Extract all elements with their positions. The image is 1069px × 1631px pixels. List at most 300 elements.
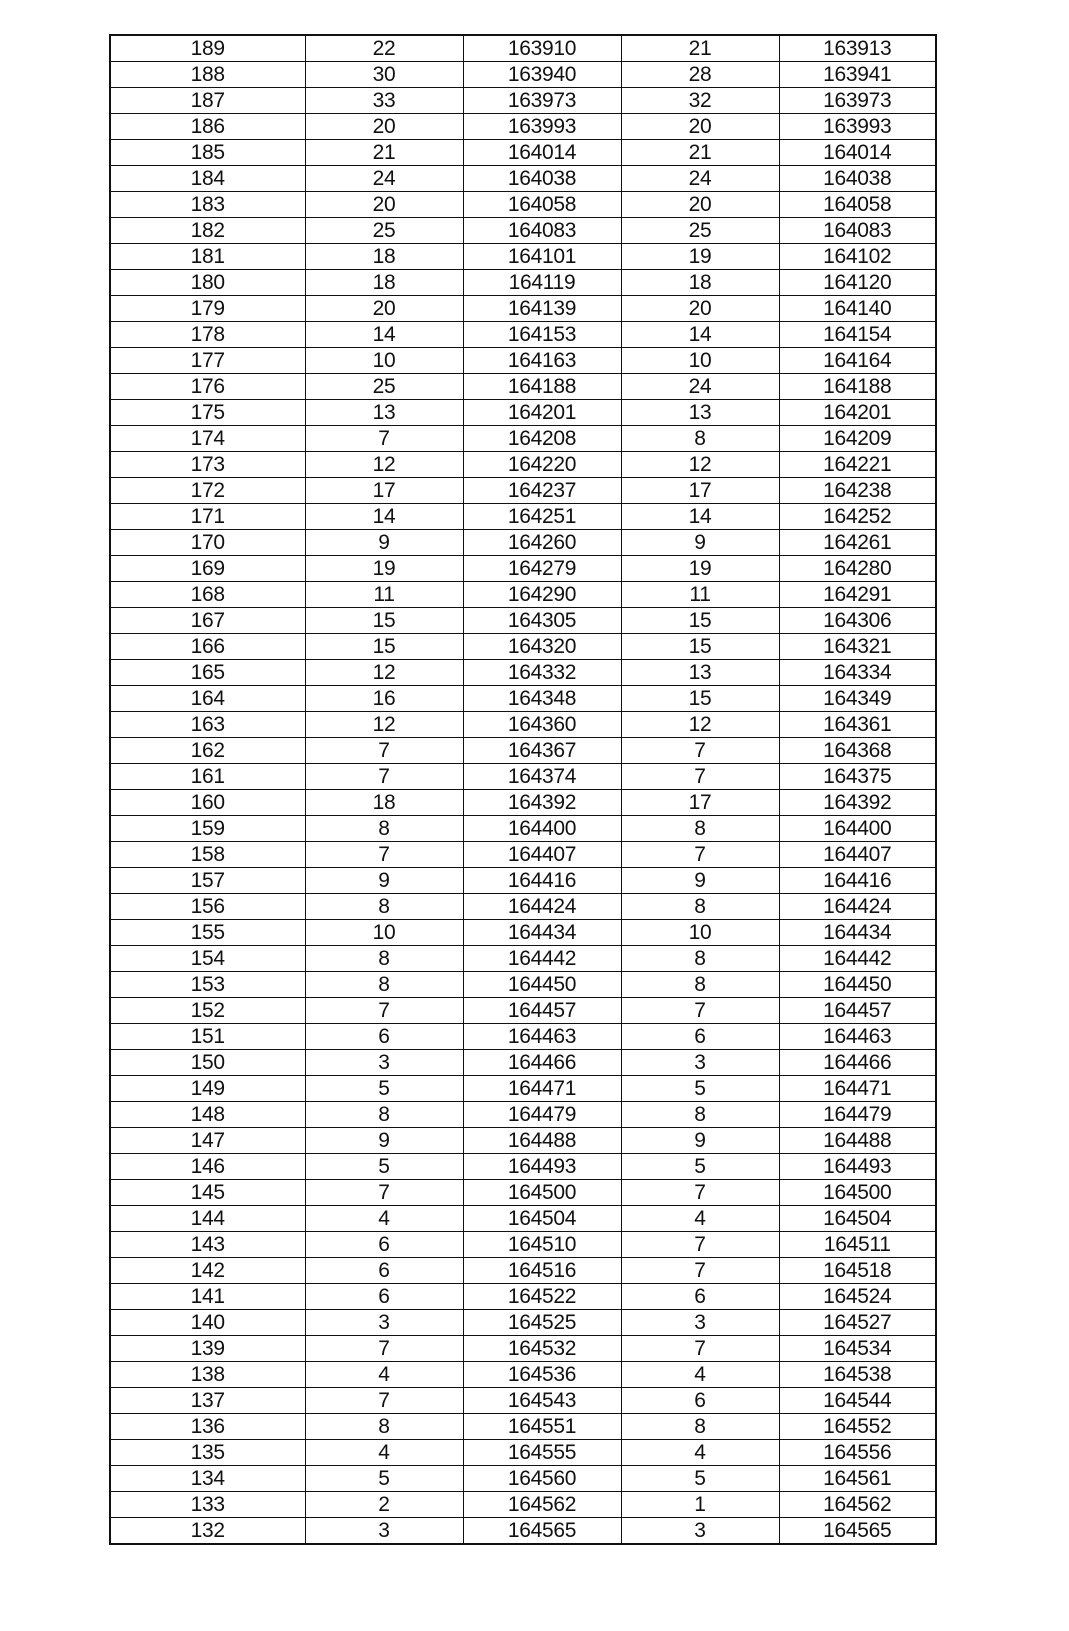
count-b-cell: 21: [621, 140, 779, 166]
count-b-cell: 15: [621, 608, 779, 634]
count-a-cell: 7: [305, 1336, 463, 1362]
count-a-cell: 24: [305, 166, 463, 192]
cumulative-b-cell: 164368: [779, 738, 936, 764]
cumulative-a-cell: 164407: [463, 842, 621, 868]
table-row: [110, 868, 936, 894]
cumulative-a-cell: 164450: [463, 972, 621, 998]
score-cell: 182: [110, 218, 305, 244]
score-cell: 173: [110, 452, 305, 478]
count-a-cell: 3: [305, 1050, 463, 1076]
table-row: [110, 530, 936, 556]
cumulative-a-cell: 164457: [463, 998, 621, 1024]
score-cell: 171: [110, 504, 305, 530]
count-a-cell: 2: [305, 1492, 463, 1518]
score-cell: 146: [110, 1154, 305, 1180]
count-a-cell: 4: [305, 1440, 463, 1466]
score-cell: 132: [110, 1518, 305, 1545]
score-cell: 189: [110, 35, 305, 62]
count-b-cell: 5: [621, 1076, 779, 1102]
count-a-cell: 7: [305, 1388, 463, 1414]
count-b-cell: 8: [621, 894, 779, 920]
table-row: [110, 348, 936, 374]
count-b-cell: 20: [621, 192, 779, 218]
count-a-cell: 8: [305, 1414, 463, 1440]
cumulative-b-cell: 164538: [779, 1362, 936, 1388]
table-row: [110, 1492, 936, 1518]
score-cell: 166: [110, 634, 305, 660]
cumulative-b-cell: 164280: [779, 556, 936, 582]
score-cell: 158: [110, 842, 305, 868]
score-distribution-table: [109, 34, 937, 1545]
count-b-cell: 9: [621, 530, 779, 556]
cumulative-b-cell: 164038: [779, 166, 936, 192]
count-a-cell: 7: [305, 738, 463, 764]
table-row: [110, 270, 936, 296]
cumulative-b-cell: 164238: [779, 478, 936, 504]
table-row: [110, 426, 936, 452]
cumulative-a-cell: 164367: [463, 738, 621, 764]
table-row: [110, 972, 936, 998]
table-row: [110, 1388, 936, 1414]
count-a-cell: 14: [305, 504, 463, 530]
table-body: [110, 35, 936, 1544]
cumulative-b-cell: 164361: [779, 712, 936, 738]
count-a-cell: 6: [305, 1024, 463, 1050]
cumulative-b-cell: 164534: [779, 1336, 936, 1362]
count-b-cell: 7: [621, 1232, 779, 1258]
score-cell: 168: [110, 582, 305, 608]
score-cell: 187: [110, 88, 305, 114]
cumulative-b-cell: 164261: [779, 530, 936, 556]
count-a-cell: 3: [305, 1518, 463, 1545]
count-b-cell: 25: [621, 218, 779, 244]
count-b-cell: 13: [621, 400, 779, 426]
cumulative-b-cell: 164291: [779, 582, 936, 608]
table-row: [110, 556, 936, 582]
cumulative-a-cell: 164260: [463, 530, 621, 556]
count-b-cell: 9: [621, 1128, 779, 1154]
count-a-cell: 33: [305, 88, 463, 114]
count-a-cell: 12: [305, 712, 463, 738]
count-b-cell: 28: [621, 62, 779, 88]
count-b-cell: 7: [621, 998, 779, 1024]
cumulative-a-cell: 164543: [463, 1388, 621, 1414]
cumulative-a-cell: 164119: [463, 270, 621, 296]
count-b-cell: 13: [621, 660, 779, 686]
score-cell: 185: [110, 140, 305, 166]
cumulative-b-cell: 164154: [779, 322, 936, 348]
table-row: [110, 218, 936, 244]
score-cell: 135: [110, 1440, 305, 1466]
count-b-cell: 8: [621, 1102, 779, 1128]
count-a-cell: 6: [305, 1232, 463, 1258]
cumulative-b-cell: 164416: [779, 868, 936, 894]
cumulative-a-cell: 164442: [463, 946, 621, 972]
count-a-cell: 11: [305, 582, 463, 608]
count-a-cell: 7: [305, 842, 463, 868]
count-b-cell: 10: [621, 920, 779, 946]
table-row: [110, 608, 936, 634]
count-a-cell: 13: [305, 400, 463, 426]
count-a-cell: 4: [305, 1362, 463, 1388]
table-row: [110, 374, 936, 400]
table-row: [110, 1310, 936, 1336]
count-b-cell: 7: [621, 738, 779, 764]
cumulative-a-cell: 163940: [463, 62, 621, 88]
cumulative-b-cell: 164511: [779, 1232, 936, 1258]
table-row: [110, 504, 936, 530]
count-a-cell: 12: [305, 660, 463, 686]
score-cell: 169: [110, 556, 305, 582]
cumulative-a-cell: 164058: [463, 192, 621, 218]
table-row: [110, 1466, 936, 1492]
score-cell: 160: [110, 790, 305, 816]
table-row: [110, 1440, 936, 1466]
count-b-cell: 7: [621, 1258, 779, 1284]
cumulative-b-cell: 164471: [779, 1076, 936, 1102]
count-a-cell: 22: [305, 35, 463, 62]
table-row: [110, 1102, 936, 1128]
cumulative-a-cell: 164083: [463, 218, 621, 244]
cumulative-a-cell: 164466: [463, 1050, 621, 1076]
cumulative-b-cell: 164058: [779, 192, 936, 218]
table-row: [110, 478, 936, 504]
table-row: [110, 452, 936, 478]
score-cell: 137: [110, 1388, 305, 1414]
count-b-cell: 17: [621, 478, 779, 504]
cumulative-b-cell: 164334: [779, 660, 936, 686]
cumulative-b-cell: 164252: [779, 504, 936, 530]
cumulative-b-cell: 164201: [779, 400, 936, 426]
score-cell: 157: [110, 868, 305, 894]
count-b-cell: 4: [621, 1362, 779, 1388]
count-a-cell: 8: [305, 1102, 463, 1128]
count-a-cell: 15: [305, 634, 463, 660]
score-cell: 180: [110, 270, 305, 296]
cumulative-b-cell: 164561: [779, 1466, 936, 1492]
cumulative-a-cell: 164237: [463, 478, 621, 504]
cumulative-a-cell: 164320: [463, 634, 621, 660]
cumulative-a-cell: 164516: [463, 1258, 621, 1284]
score-cell: 161: [110, 764, 305, 790]
table-row: [110, 1518, 936, 1545]
score-cell: 147: [110, 1128, 305, 1154]
count-b-cell: 19: [621, 556, 779, 582]
count-a-cell: 7: [305, 426, 463, 452]
count-a-cell: 7: [305, 998, 463, 1024]
count-a-cell: 20: [305, 192, 463, 218]
table-row: [110, 738, 936, 764]
cumulative-b-cell: 164463: [779, 1024, 936, 1050]
score-cell: 155: [110, 920, 305, 946]
cumulative-a-cell: 164038: [463, 166, 621, 192]
table-row: [110, 998, 936, 1024]
count-b-cell: 20: [621, 296, 779, 322]
cumulative-a-cell: 164565: [463, 1518, 621, 1545]
cumulative-b-cell: 164083: [779, 218, 936, 244]
count-b-cell: 14: [621, 322, 779, 348]
cumulative-b-cell: 164392: [779, 790, 936, 816]
cumulative-a-cell: 164400: [463, 816, 621, 842]
cumulative-b-cell: 164102: [779, 244, 936, 270]
score-cell: 133: [110, 1492, 305, 1518]
cumulative-a-cell: 164014: [463, 140, 621, 166]
count-a-cell: 10: [305, 348, 463, 374]
score-cell: 178: [110, 322, 305, 348]
table-row: [110, 88, 936, 114]
table-row: [110, 1362, 936, 1388]
score-cell: 142: [110, 1258, 305, 1284]
score-cell: 174: [110, 426, 305, 452]
count-b-cell: 8: [621, 972, 779, 998]
cumulative-b-cell: 164321: [779, 634, 936, 660]
cumulative-a-cell: 164471: [463, 1076, 621, 1102]
count-b-cell: 18: [621, 270, 779, 296]
table-row: [110, 1024, 936, 1050]
count-a-cell: 6: [305, 1258, 463, 1284]
score-cell: 181: [110, 244, 305, 270]
cumulative-b-cell: 164479: [779, 1102, 936, 1128]
count-a-cell: 4: [305, 1206, 463, 1232]
cumulative-a-cell: 164220: [463, 452, 621, 478]
cumulative-b-cell: 164209: [779, 426, 936, 452]
count-b-cell: 20: [621, 114, 779, 140]
count-b-cell: 17: [621, 790, 779, 816]
table-row: [110, 62, 936, 88]
count-b-cell: 4: [621, 1440, 779, 1466]
table-row: [110, 790, 936, 816]
count-a-cell: 18: [305, 790, 463, 816]
cumulative-b-cell: 164164: [779, 348, 936, 374]
count-a-cell: 19: [305, 556, 463, 582]
cumulative-b-cell: 164450: [779, 972, 936, 998]
cumulative-a-cell: 164560: [463, 1466, 621, 1492]
table-row: [110, 920, 936, 946]
table-row: [110, 582, 936, 608]
count-b-cell: 24: [621, 166, 779, 192]
cumulative-b-cell: 164544: [779, 1388, 936, 1414]
cumulative-b-cell: 163993: [779, 114, 936, 140]
count-b-cell: 15: [621, 686, 779, 712]
cumulative-b-cell: 164488: [779, 1128, 936, 1154]
count-b-cell: 7: [621, 842, 779, 868]
cumulative-a-cell: 164279: [463, 556, 621, 582]
score-cell: 156: [110, 894, 305, 920]
cumulative-b-cell: 164565: [779, 1518, 936, 1545]
cumulative-b-cell: 164306: [779, 608, 936, 634]
table-row: [110, 1284, 936, 1310]
cumulative-a-cell: 164504: [463, 1206, 621, 1232]
count-a-cell: 5: [305, 1154, 463, 1180]
score-cell: 186: [110, 114, 305, 140]
cumulative-b-cell: 164466: [779, 1050, 936, 1076]
count-a-cell: 9: [305, 868, 463, 894]
count-b-cell: 8: [621, 426, 779, 452]
count-b-cell: 24: [621, 374, 779, 400]
count-a-cell: 6: [305, 1284, 463, 1310]
cumulative-b-cell: 164524: [779, 1284, 936, 1310]
cumulative-b-cell: 164527: [779, 1310, 936, 1336]
count-b-cell: 4: [621, 1206, 779, 1232]
score-cell: 177: [110, 348, 305, 374]
table-row: [110, 660, 936, 686]
cumulative-b-cell: 164504: [779, 1206, 936, 1232]
cumulative-a-cell: 164374: [463, 764, 621, 790]
table-row: [110, 322, 936, 348]
cumulative-a-cell: 164536: [463, 1362, 621, 1388]
table-row: [110, 816, 936, 842]
cumulative-b-cell: 164014: [779, 140, 936, 166]
score-cell: 143: [110, 1232, 305, 1258]
table-row: [110, 1232, 936, 1258]
count-b-cell: 5: [621, 1466, 779, 1492]
table-row: [110, 686, 936, 712]
cumulative-a-cell: 164416: [463, 868, 621, 894]
count-b-cell: 8: [621, 946, 779, 972]
count-a-cell: 8: [305, 946, 463, 972]
cumulative-b-cell: 164424: [779, 894, 936, 920]
count-a-cell: 20: [305, 296, 463, 322]
score-cell: 136: [110, 1414, 305, 1440]
count-a-cell: 20: [305, 114, 463, 140]
count-b-cell: 6: [621, 1024, 779, 1050]
cumulative-a-cell: 164479: [463, 1102, 621, 1128]
table-row: [110, 1258, 936, 1284]
cumulative-a-cell: 164463: [463, 1024, 621, 1050]
count-b-cell: 21: [621, 35, 779, 62]
cumulative-b-cell: 164221: [779, 452, 936, 478]
cumulative-b-cell: 164562: [779, 1492, 936, 1518]
count-a-cell: 25: [305, 218, 463, 244]
cumulative-a-cell: 164208: [463, 426, 621, 452]
count-a-cell: 14: [305, 322, 463, 348]
table-row: [110, 1050, 936, 1076]
cumulative-a-cell: 164201: [463, 400, 621, 426]
count-a-cell: 21: [305, 140, 463, 166]
score-cell: 162: [110, 738, 305, 764]
cumulative-b-cell: 164552: [779, 1414, 936, 1440]
cumulative-a-cell: 164251: [463, 504, 621, 530]
score-cell: 188: [110, 62, 305, 88]
table-row: [110, 946, 936, 972]
count-a-cell: 12: [305, 452, 463, 478]
count-a-cell: 7: [305, 764, 463, 790]
cumulative-a-cell: 164525: [463, 1310, 621, 1336]
count-b-cell: 7: [621, 1180, 779, 1206]
score-cell: 140: [110, 1310, 305, 1336]
score-cell: 150: [110, 1050, 305, 1076]
count-b-cell: 3: [621, 1050, 779, 1076]
score-cell: 163: [110, 712, 305, 738]
table-row: [110, 1414, 936, 1440]
count-a-cell: 3: [305, 1310, 463, 1336]
score-cell: 176: [110, 374, 305, 400]
score-cell: 179: [110, 296, 305, 322]
score-cell: 159: [110, 816, 305, 842]
count-b-cell: 19: [621, 244, 779, 270]
cumulative-b-cell: 164120: [779, 270, 936, 296]
table-row: [110, 1154, 936, 1180]
score-cell: 153: [110, 972, 305, 998]
table-row: [110, 764, 936, 790]
cumulative-b-cell: 164556: [779, 1440, 936, 1466]
cumulative-a-cell: 164555: [463, 1440, 621, 1466]
table-row: [110, 634, 936, 660]
cumulative-a-cell: 164510: [463, 1232, 621, 1258]
cumulative-a-cell: 164522: [463, 1284, 621, 1310]
count-a-cell: 10: [305, 920, 463, 946]
count-b-cell: 1: [621, 1492, 779, 1518]
cumulative-a-cell: 164493: [463, 1154, 621, 1180]
cumulative-a-cell: 164360: [463, 712, 621, 738]
table-row: [110, 712, 936, 738]
cumulative-a-cell: 163910: [463, 35, 621, 62]
cumulative-b-cell: 164500: [779, 1180, 936, 1206]
score-cell: 145: [110, 1180, 305, 1206]
cumulative-b-cell: 164349: [779, 686, 936, 712]
table-row: [110, 842, 936, 868]
count-a-cell: 18: [305, 244, 463, 270]
cumulative-a-cell: 163973: [463, 88, 621, 114]
score-cell: 148: [110, 1102, 305, 1128]
score-cell: 164: [110, 686, 305, 712]
cumulative-b-cell: 164457: [779, 998, 936, 1024]
table-row: [110, 192, 936, 218]
score-cell: 172: [110, 478, 305, 504]
count-b-cell: 8: [621, 816, 779, 842]
count-a-cell: 5: [305, 1076, 463, 1102]
count-b-cell: 10: [621, 348, 779, 374]
score-cell: 170: [110, 530, 305, 556]
count-a-cell: 17: [305, 478, 463, 504]
cumulative-b-cell: 163973: [779, 88, 936, 114]
table-row: [110, 140, 936, 166]
cumulative-b-cell: 163913: [779, 35, 936, 62]
count-a-cell: 15: [305, 608, 463, 634]
cumulative-b-cell: 164434: [779, 920, 936, 946]
count-a-cell: 8: [305, 816, 463, 842]
count-b-cell: 5: [621, 1154, 779, 1180]
cumulative-a-cell: 164153: [463, 322, 621, 348]
cumulative-a-cell: 164392: [463, 790, 621, 816]
count-a-cell: 7: [305, 1180, 463, 1206]
count-b-cell: 6: [621, 1388, 779, 1414]
table-row: [110, 1206, 936, 1232]
cumulative-a-cell: 164139: [463, 296, 621, 322]
count-b-cell: 3: [621, 1310, 779, 1336]
score-cell: 138: [110, 1362, 305, 1388]
score-cell: 144: [110, 1206, 305, 1232]
cumulative-a-cell: 164500: [463, 1180, 621, 1206]
score-cell: 184: [110, 166, 305, 192]
cumulative-a-cell: 164434: [463, 920, 621, 946]
count-a-cell: 16: [305, 686, 463, 712]
count-b-cell: 12: [621, 712, 779, 738]
score-cell: 149: [110, 1076, 305, 1102]
cumulative-b-cell: 164400: [779, 816, 936, 842]
score-cell: 139: [110, 1336, 305, 1362]
table-row: [110, 244, 936, 270]
count-a-cell: 8: [305, 894, 463, 920]
count-b-cell: 12: [621, 452, 779, 478]
cumulative-a-cell: 164163: [463, 348, 621, 374]
cumulative-a-cell: 164424: [463, 894, 621, 920]
table-row: [110, 296, 936, 322]
cumulative-a-cell: 164188: [463, 374, 621, 400]
count-b-cell: 32: [621, 88, 779, 114]
count-a-cell: 9: [305, 530, 463, 556]
cumulative-b-cell: 164407: [779, 842, 936, 868]
